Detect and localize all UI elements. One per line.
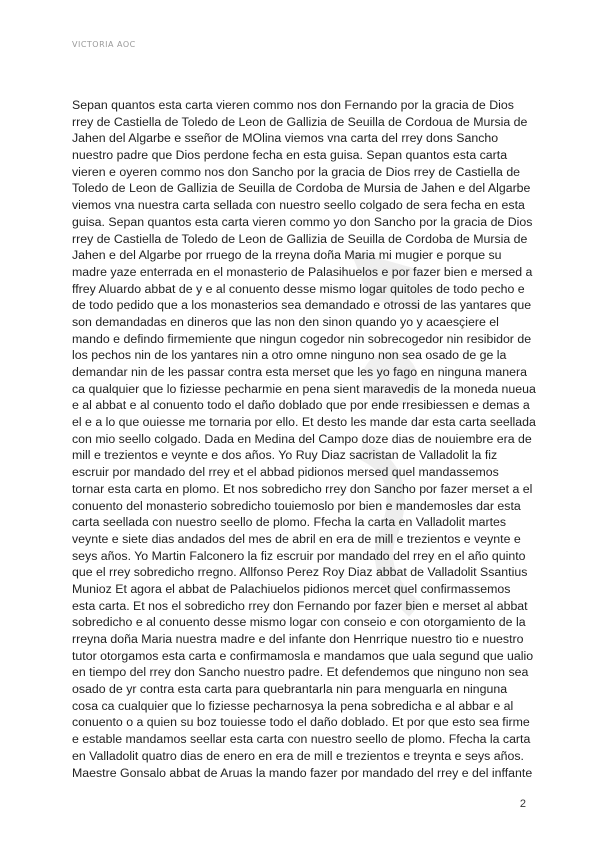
body-line: esta carta. Et nos el sobredicho rrey don Fernando por fazer bien e merset al abbat bbox=[72, 598, 528, 613]
body-line: conuento o a quien su boz touiesse todo el daño doblado. Et por que esto sea firme bbox=[72, 715, 530, 730]
body-line: guisa. Sepan quantos esta carta vieren commo yo don Sancho por la gracia de Dios bbox=[72, 214, 533, 229]
body-line: con mio seello colgado. Dada en Medina del Campo doze dias de nouiembre era de bbox=[72, 431, 532, 446]
body-line: e estable mandamos seellar esta carta con nuestro seello de plomo. Ffecha la carta bbox=[72, 732, 531, 747]
body-line: seys años. Yo Martin Falconero la fiz escruir por mandado del rrey en el año quinto bbox=[72, 548, 526, 563]
body-line: Jahen del Algarbe e sseñor de MOlina viemos vna carta del rrey dons Sancho bbox=[72, 131, 499, 146]
body-line: veynte e siete dias andados del mes de abril en era de mill e trezientos e veynte e bbox=[72, 531, 521, 546]
body-line: Toledo de Leon de Gallizia de Seuilla de Cordoba de Mursia de Jahen e del Algarbe bbox=[72, 181, 531, 196]
body-line: carta seellada con nuestro seello de plomo. Ffecha la carta en Valladolit martes bbox=[72, 515, 507, 530]
body-line: conuento del monasterio sobredicho touiemoslo por bien e mandemosles dar esta bbox=[72, 498, 521, 513]
body-line: ca qualquier que lo fiziesse pecharmie en pena sient maravedis de la moneda nueua bbox=[72, 381, 536, 396]
page-number: 2 bbox=[519, 798, 526, 810]
body-line: rreyna doña Maria nuestra madre e del infante don Henrrique nuestro tio e nuestro bbox=[72, 632, 524, 646]
body-line: vieren e oyeren commo nos don Sancho por la gracia de Dios rrey de Castiella de bbox=[72, 164, 521, 179]
body-line: mando e defindo firmemiente que ningun cogedor nin sobrecogedor nin resibidor de bbox=[72, 331, 532, 346]
body-line: que el rrey sobredicho rregno. Allfonso Perez Roy Diaz abbat de Valladolit Ssantius bbox=[72, 565, 528, 580]
body-line: Munioz Et agora el abbat de Palachiuelos pidionos mercet quel confirmassemos bbox=[72, 581, 511, 596]
body-line: los pechos nin de los yantares nin a otro omne ninguno non sea osado de ge la bbox=[72, 348, 507, 363]
body-line: tornar esta carta en plomo. Et nos sobredicho rrey don Sancho por fazer merset a el bbox=[72, 481, 533, 496]
body-line: rrey de Castiella de Toledo de Leon de Gallizia de Seuilla de Cordoua de Mursia de bbox=[72, 114, 528, 129]
body-line: rrey de Castiella de Toledo de Leon de Gallizia de Seuilla de Cordoba de Mursia de bbox=[72, 231, 528, 246]
body-line: en Valladolit quatro dias de enero en era de mill e trezientos e treynta e seys años. bbox=[72, 748, 524, 763]
running-header: VICTORIA AOC bbox=[72, 40, 136, 49]
body-line: nuestro padre que Dios perdone fecha en esta guisa. Sepan quantos esta carta bbox=[72, 148, 508, 163]
body-line: escruir por mandado del rrey et el abbad pidionos mersed quel mandassemos bbox=[72, 465, 499, 480]
body-line: tutor otorgamos esta carta e confirmamosla e mandamos que uala segund que ualio bbox=[72, 648, 534, 663]
body-line: sobredicho e al conuento desse mismo logar con conseio e con otorgamiento de la bbox=[72, 615, 526, 630]
body-line: ffrey Aluardo abbat de y e al conuento desse mismo logar quitoles de todo pecho e bbox=[72, 281, 525, 296]
body-line: Jahen e del Algarbe por rruego de la rreyna doña Maria mi mugier e porque su bbox=[72, 248, 502, 263]
body-line: mill e trezientos e veynte e dos años. Yo Ruy Diaz sacristan de Valladolit la fiz bbox=[72, 448, 498, 463]
body-line: e al abbat e al conuento todo el daño doblado que por ende rresibiessen e demas a bbox=[72, 398, 530, 413]
body-line: son demandadas en dineros que las non den sinon quando yo y acaesçiere el bbox=[72, 314, 499, 329]
body-line: en tiempo del rrey don Sancho nuestro padre. Et defendemos que ninguno non sea bbox=[72, 665, 529, 680]
body-line: Maestre Gonsalo abbat de Aruas la mando fazer por mandado del rrey e del inffante bbox=[72, 765, 533, 780]
body-line: demandar nin de les passar contra esta merset que les yo fago en ninguna manera bbox=[72, 365, 527, 379]
body-line: madre yaze enterrada en el monasterio de Palasihuelos e por fazer bien e mersed a bbox=[72, 264, 533, 279]
body-line: el e a lo que ouiesse me tornaria por ello. Et desto les mande dar esta carta seellada bbox=[72, 415, 536, 430]
body-line: cosa ca cualquier que lo fiziesse pecharnosya la pena sobredicha e al abbar e al bbox=[72, 698, 514, 713]
document-body bbox=[72, 97, 534, 781]
body-line: osado de yr contra esta carta para quebrantarla nin para menguarla en ninguna bbox=[72, 682, 508, 697]
body-line: de todo pedido que a los monasterios sea demandado e otrossi de las yantares que bbox=[72, 298, 532, 313]
body-line: Sepan quantos esta carta vieren commo nos don Fernando por la gracia de Dios bbox=[72, 98, 514, 112]
body-line: viemos vna nuestra carta sellada con nuestro seello colgado de sera fecha en esta bbox=[72, 198, 525, 213]
